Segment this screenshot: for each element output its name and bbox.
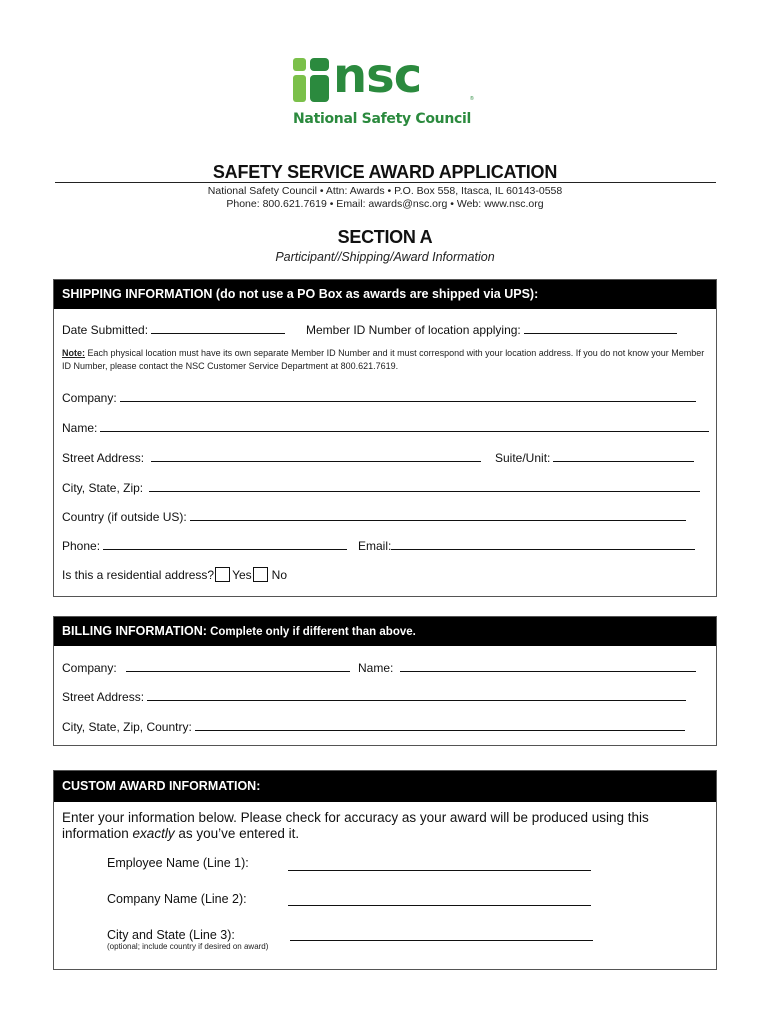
billing-city-field[interactable] (195, 719, 685, 731)
name-label: Name: (62, 421, 98, 435)
award-intro-emphasis: exactly (132, 826, 175, 841)
note-label: Note: (62, 348, 85, 358)
phone-field[interactable] (103, 538, 347, 550)
residential-no-checkbox[interactable] (253, 567, 268, 582)
nsc-logo (293, 48, 483, 130)
logo-org-name: National Safety Council (293, 111, 471, 127)
billing-city-label: City, State, Zip, Country: (62, 720, 192, 734)
city-state-note: (optional; include country if desired on award) (107, 942, 269, 951)
name-field[interactable] (100, 420, 709, 432)
suite-field[interactable] (553, 450, 694, 462)
billing-street-label: Street Address: (62, 690, 145, 704)
date-submitted-field[interactable] (151, 322, 285, 334)
residential-yes-label: Yes (232, 568, 252, 582)
billing-street-row (62, 689, 686, 704)
suite-row (495, 450, 694, 465)
email-field[interactable] (391, 538, 695, 550)
company-label: Company: (62, 391, 117, 405)
contact-address: National Safety Council • Attn: Awards • P.O. Box 558, Itasca, IL 60143-0558 (207, 185, 563, 197)
nsc-cross-icon (293, 58, 333, 104)
billing-name-label: Name: (358, 661, 394, 675)
employee-name-label: Employee Name (Line 1): (107, 856, 249, 870)
award-header: CUSTOM AWARD INFORMATION: (54, 771, 716, 802)
residential-yes-checkbox[interactable] (215, 567, 230, 582)
company-field[interactable] (120, 390, 696, 402)
billing-name-row (358, 660, 696, 675)
street-field[interactable] (151, 450, 481, 462)
award-intro (62, 810, 702, 842)
country-row (62, 509, 686, 524)
residential-no-label: No (271, 568, 288, 582)
note-text: Each physical location must have its own separate Member ID Number and it must correspond with your location address. If you do not know your Member ID Number, please contact the NSC Customer Service Department at 800.621.7619. (62, 348, 705, 371)
member-id-field[interactable] (524, 322, 677, 334)
member-id-label: Member ID Number of location applying: (306, 323, 521, 337)
member-id-note (62, 347, 707, 373)
country-field[interactable] (190, 509, 686, 521)
form-title: SAFETY SERVICE AWARD APPLICATION (212, 162, 558, 182)
billing-company-field[interactable] (126, 660, 350, 672)
section-title: SECTION A (337, 227, 433, 247)
phone-row (62, 538, 347, 553)
shipping-section (53, 279, 717, 597)
suite-label: Suite/Unit: (495, 451, 551, 465)
award-intro-text-end: as you’ve entered it. (174, 826, 300, 841)
street-row (62, 450, 481, 465)
date-submitted-label: Date Submitted: (62, 323, 149, 337)
email-label: Email: (358, 539, 392, 553)
shipping-header: SHIPPING INFORMATION (do not use a PO Box as awards are shipped via UPS): (54, 280, 716, 309)
company-row (62, 390, 696, 405)
billing-section (53, 616, 717, 746)
date-submitted-row (62, 322, 285, 337)
city-field[interactable] (149, 480, 700, 492)
billing-street-field[interactable] (147, 689, 686, 701)
residential-row (62, 567, 287, 582)
city-row (62, 480, 700, 495)
city-state-label: City and State (Line 3): (107, 928, 235, 942)
award-section (53, 770, 717, 970)
company-name-label: Company Name (Line 2): (107, 892, 247, 906)
billing-header-title: BILLING INFORMATION: (62, 624, 207, 638)
email-row (358, 538, 695, 553)
billing-city-row (62, 719, 685, 734)
residential-label: Is this a residential address? (62, 568, 215, 582)
billing-company-row (62, 660, 350, 675)
logo-wordmark: nsc (333, 48, 422, 104)
billing-name-field[interactable] (400, 660, 696, 672)
member-id-row (306, 322, 677, 337)
city-state-field[interactable] (290, 940, 593, 941)
billing-header-note: Complete only if different than above. (206, 626, 416, 638)
title-divider (55, 182, 716, 183)
name-row (62, 420, 709, 435)
contact-phone-email-web: Phone: 800.621.7619 • Email: awards@nsc.org • Web: www.nsc.org (226, 198, 544, 210)
billing-company-label: Company: (62, 661, 117, 675)
registered-mark: ® (470, 96, 474, 102)
phone-label: Phone: (62, 539, 101, 553)
billing-header (54, 617, 716, 646)
country-label: Country (if outside US): (62, 510, 187, 524)
section-subtitle: Participant//Shipping/Award Information (275, 250, 495, 264)
company-name-field[interactable] (288, 905, 591, 906)
award-intro-text: Enter your information below. Please check for accuracy as your award will be produced using this information (62, 810, 649, 841)
employee-name-field[interactable] (288, 870, 591, 871)
city-label: City, State, Zip: (62, 481, 144, 495)
street-label: Street Address: (62, 451, 145, 465)
